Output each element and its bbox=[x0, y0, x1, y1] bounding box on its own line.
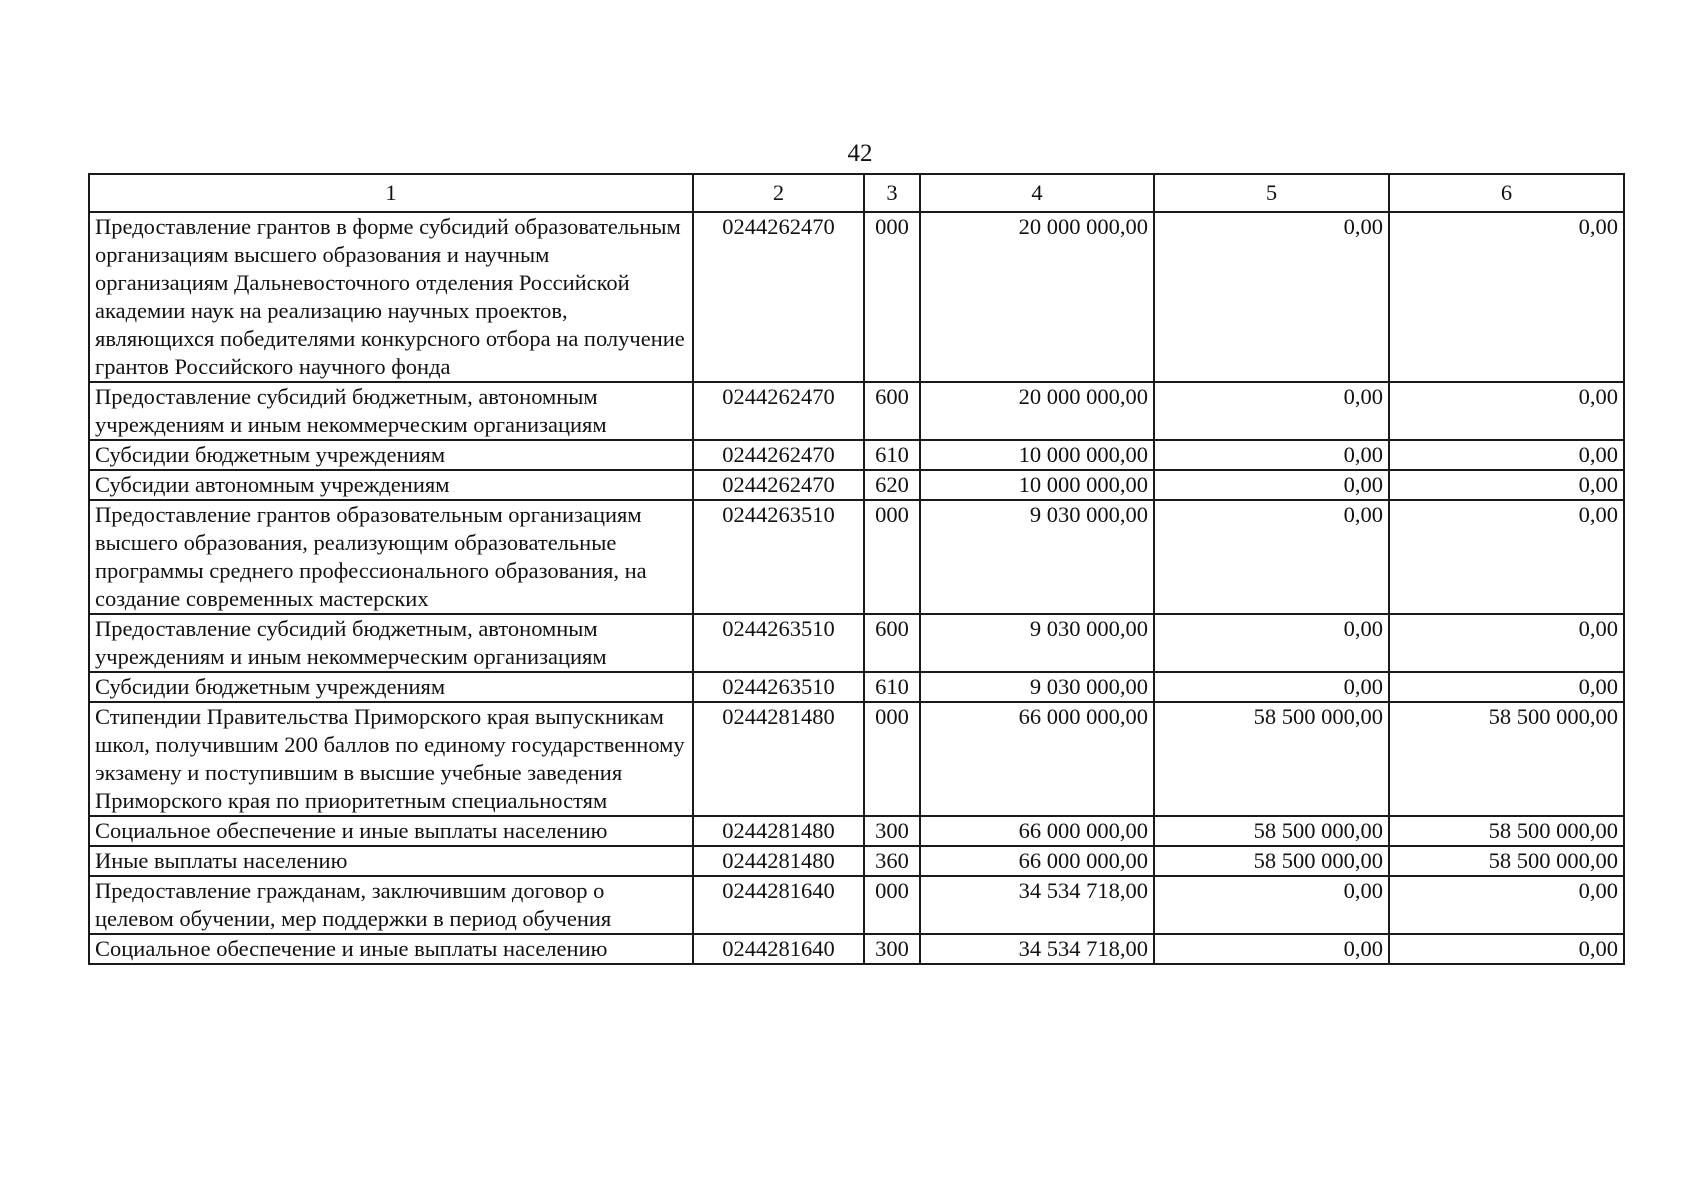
row-amount-2: 0,00 bbox=[1154, 876, 1389, 934]
column-header-5: 5 bbox=[1154, 174, 1389, 212]
row-type: 000 bbox=[864, 500, 920, 614]
row-name: Субсидии бюджетным учреждениям bbox=[89, 672, 693, 702]
header-row bbox=[89, 174, 1624, 212]
row-amount-1: 66 000 000,00 bbox=[920, 816, 1154, 846]
column-header-4: 4 bbox=[920, 174, 1154, 212]
row-type: 000 bbox=[864, 876, 920, 934]
row-code: 0244262470 bbox=[693, 212, 864, 382]
table-row bbox=[89, 846, 1624, 876]
row-name: Предоставление гражданам, заключившим договор о целевом обучении, мер поддержки в период обучения bbox=[89, 876, 693, 934]
row-code: 0244262470 bbox=[693, 470, 864, 500]
table-row bbox=[89, 816, 1624, 846]
row-code: 0244281640 bbox=[693, 934, 864, 964]
row-amount-2: 0,00 bbox=[1154, 672, 1389, 702]
row-amount-2: 0,00 bbox=[1154, 212, 1389, 382]
row-code: 0244281480 bbox=[693, 846, 864, 876]
row-code: 0244263510 bbox=[693, 500, 864, 614]
table-header bbox=[89, 174, 1624, 212]
row-type: 600 bbox=[864, 614, 920, 672]
row-type: 360 bbox=[864, 846, 920, 876]
column-header-6: 6 bbox=[1389, 174, 1624, 212]
row-name: Иные выплаты населению bbox=[89, 846, 693, 876]
row-amount-3: 0,00 bbox=[1389, 500, 1624, 614]
row-name: Субсидии бюджетным учреждениям bbox=[89, 440, 693, 470]
row-code: 0244263510 bbox=[693, 672, 864, 702]
row-amount-2: 0,00 bbox=[1154, 470, 1389, 500]
row-amount-1: 34 534 718,00 bbox=[920, 876, 1154, 934]
row-name: Социальное обеспечение и иные выплаты населению bbox=[89, 934, 693, 964]
row-type: 300 bbox=[864, 934, 920, 964]
table-row bbox=[89, 702, 1624, 816]
table-row bbox=[89, 500, 1624, 614]
row-amount-2: 58 500 000,00 bbox=[1154, 702, 1389, 816]
row-code: 0244262470 bbox=[693, 382, 864, 440]
table-row bbox=[89, 470, 1624, 500]
row-code: 0244263510 bbox=[693, 614, 864, 672]
row-amount-3: 58 500 000,00 bbox=[1389, 816, 1624, 846]
table-row bbox=[89, 614, 1624, 672]
table-body bbox=[89, 212, 1624, 964]
row-type: 600 bbox=[864, 382, 920, 440]
column-header-2: 2 bbox=[693, 174, 864, 212]
row-amount-3: 0,00 bbox=[1389, 470, 1624, 500]
row-name: Предоставление грантов в форме субсидий образовательным организациям высшего образования и научным организациям Дальневосточного отделения Российской академии наук на реализацию научных проектов, являющихся победителями конкурсного отбора на получение грантов Российского научного фонда bbox=[89, 212, 693, 382]
row-amount-3: 0,00 bbox=[1389, 672, 1624, 702]
row-amount-3: 0,00 bbox=[1389, 440, 1624, 470]
row-code: 0244281480 bbox=[693, 702, 864, 816]
page-number: 42 bbox=[847, 140, 873, 167]
row-name: Предоставление грантов образовательным организациям высшего образования, реализующим образовательные программы среднего профессионального образования, на создание современных мастерских bbox=[89, 500, 693, 614]
row-amount-1: 9 030 000,00 bbox=[920, 672, 1154, 702]
row-name: Стипендии Правительства Приморского края выпускникам школ, получившим 200 баллов по единому государственному экзамену и поступившим в высшие учебные заведения Приморского края по приоритетным специальностям bbox=[89, 702, 693, 816]
row-amount-1: 10 000 000,00 bbox=[920, 470, 1154, 500]
row-name: Предоставление субсидий бюджетным, автономным учреждениям и иным некоммерческим организациям bbox=[89, 382, 693, 440]
row-amount-1: 9 030 000,00 bbox=[920, 614, 1154, 672]
row-amount-2: 0,00 bbox=[1154, 614, 1389, 672]
row-type: 300 bbox=[864, 816, 920, 846]
row-amount-2: 0,00 bbox=[1154, 382, 1389, 440]
row-amount-2: 58 500 000,00 bbox=[1154, 816, 1389, 846]
row-amount-3: 0,00 bbox=[1389, 212, 1624, 382]
row-amount-3: 0,00 bbox=[1389, 614, 1624, 672]
table-row bbox=[89, 934, 1624, 964]
column-header-3: 3 bbox=[864, 174, 920, 212]
row-type: 620 bbox=[864, 470, 920, 500]
row-amount-3: 0,00 bbox=[1389, 934, 1624, 964]
table-row bbox=[89, 212, 1624, 382]
row-name: Социальное обеспечение и иные выплаты населению bbox=[89, 816, 693, 846]
row-amount-3: 0,00 bbox=[1389, 382, 1624, 440]
row-type: 610 bbox=[864, 672, 920, 702]
budget-table bbox=[88, 173, 1625, 965]
row-amount-3: 58 500 000,00 bbox=[1389, 846, 1624, 876]
column-header-1: 1 bbox=[89, 174, 693, 212]
row-type: 610 bbox=[864, 440, 920, 470]
row-amount-1: 66 000 000,00 bbox=[920, 846, 1154, 876]
row-amount-2: 0,00 bbox=[1154, 500, 1389, 614]
row-amount-1: 34 534 718,00 bbox=[920, 934, 1154, 964]
row-type: 000 bbox=[864, 212, 920, 382]
row-code: 0244281480 bbox=[693, 816, 864, 846]
row-amount-2: 0,00 bbox=[1154, 934, 1389, 964]
table-row bbox=[89, 876, 1624, 934]
table-row bbox=[89, 440, 1624, 470]
row-amount-1: 66 000 000,00 bbox=[920, 702, 1154, 816]
row-amount-3: 0,00 bbox=[1389, 876, 1624, 934]
row-name: Субсидии автономным учреждениям bbox=[89, 470, 693, 500]
row-amount-3: 58 500 000,00 bbox=[1389, 702, 1624, 816]
table-row bbox=[89, 382, 1624, 440]
row-type: 000 bbox=[864, 702, 920, 816]
row-amount-2: 0,00 bbox=[1154, 440, 1389, 470]
row-amount-1: 10 000 000,00 bbox=[920, 440, 1154, 470]
row-amount-1: 9 030 000,00 bbox=[920, 500, 1154, 614]
row-amount-2: 58 500 000,00 bbox=[1154, 846, 1389, 876]
row-code: 0244281640 bbox=[693, 876, 864, 934]
row-name: Предоставление субсидий бюджетным, автономным учреждениям и иным некоммерческим организациям bbox=[89, 614, 693, 672]
row-code: 0244262470 bbox=[693, 440, 864, 470]
row-amount-1: 20 000 000,00 bbox=[920, 212, 1154, 382]
table-row bbox=[89, 672, 1624, 702]
row-amount-1: 20 000 000,00 bbox=[920, 382, 1154, 440]
